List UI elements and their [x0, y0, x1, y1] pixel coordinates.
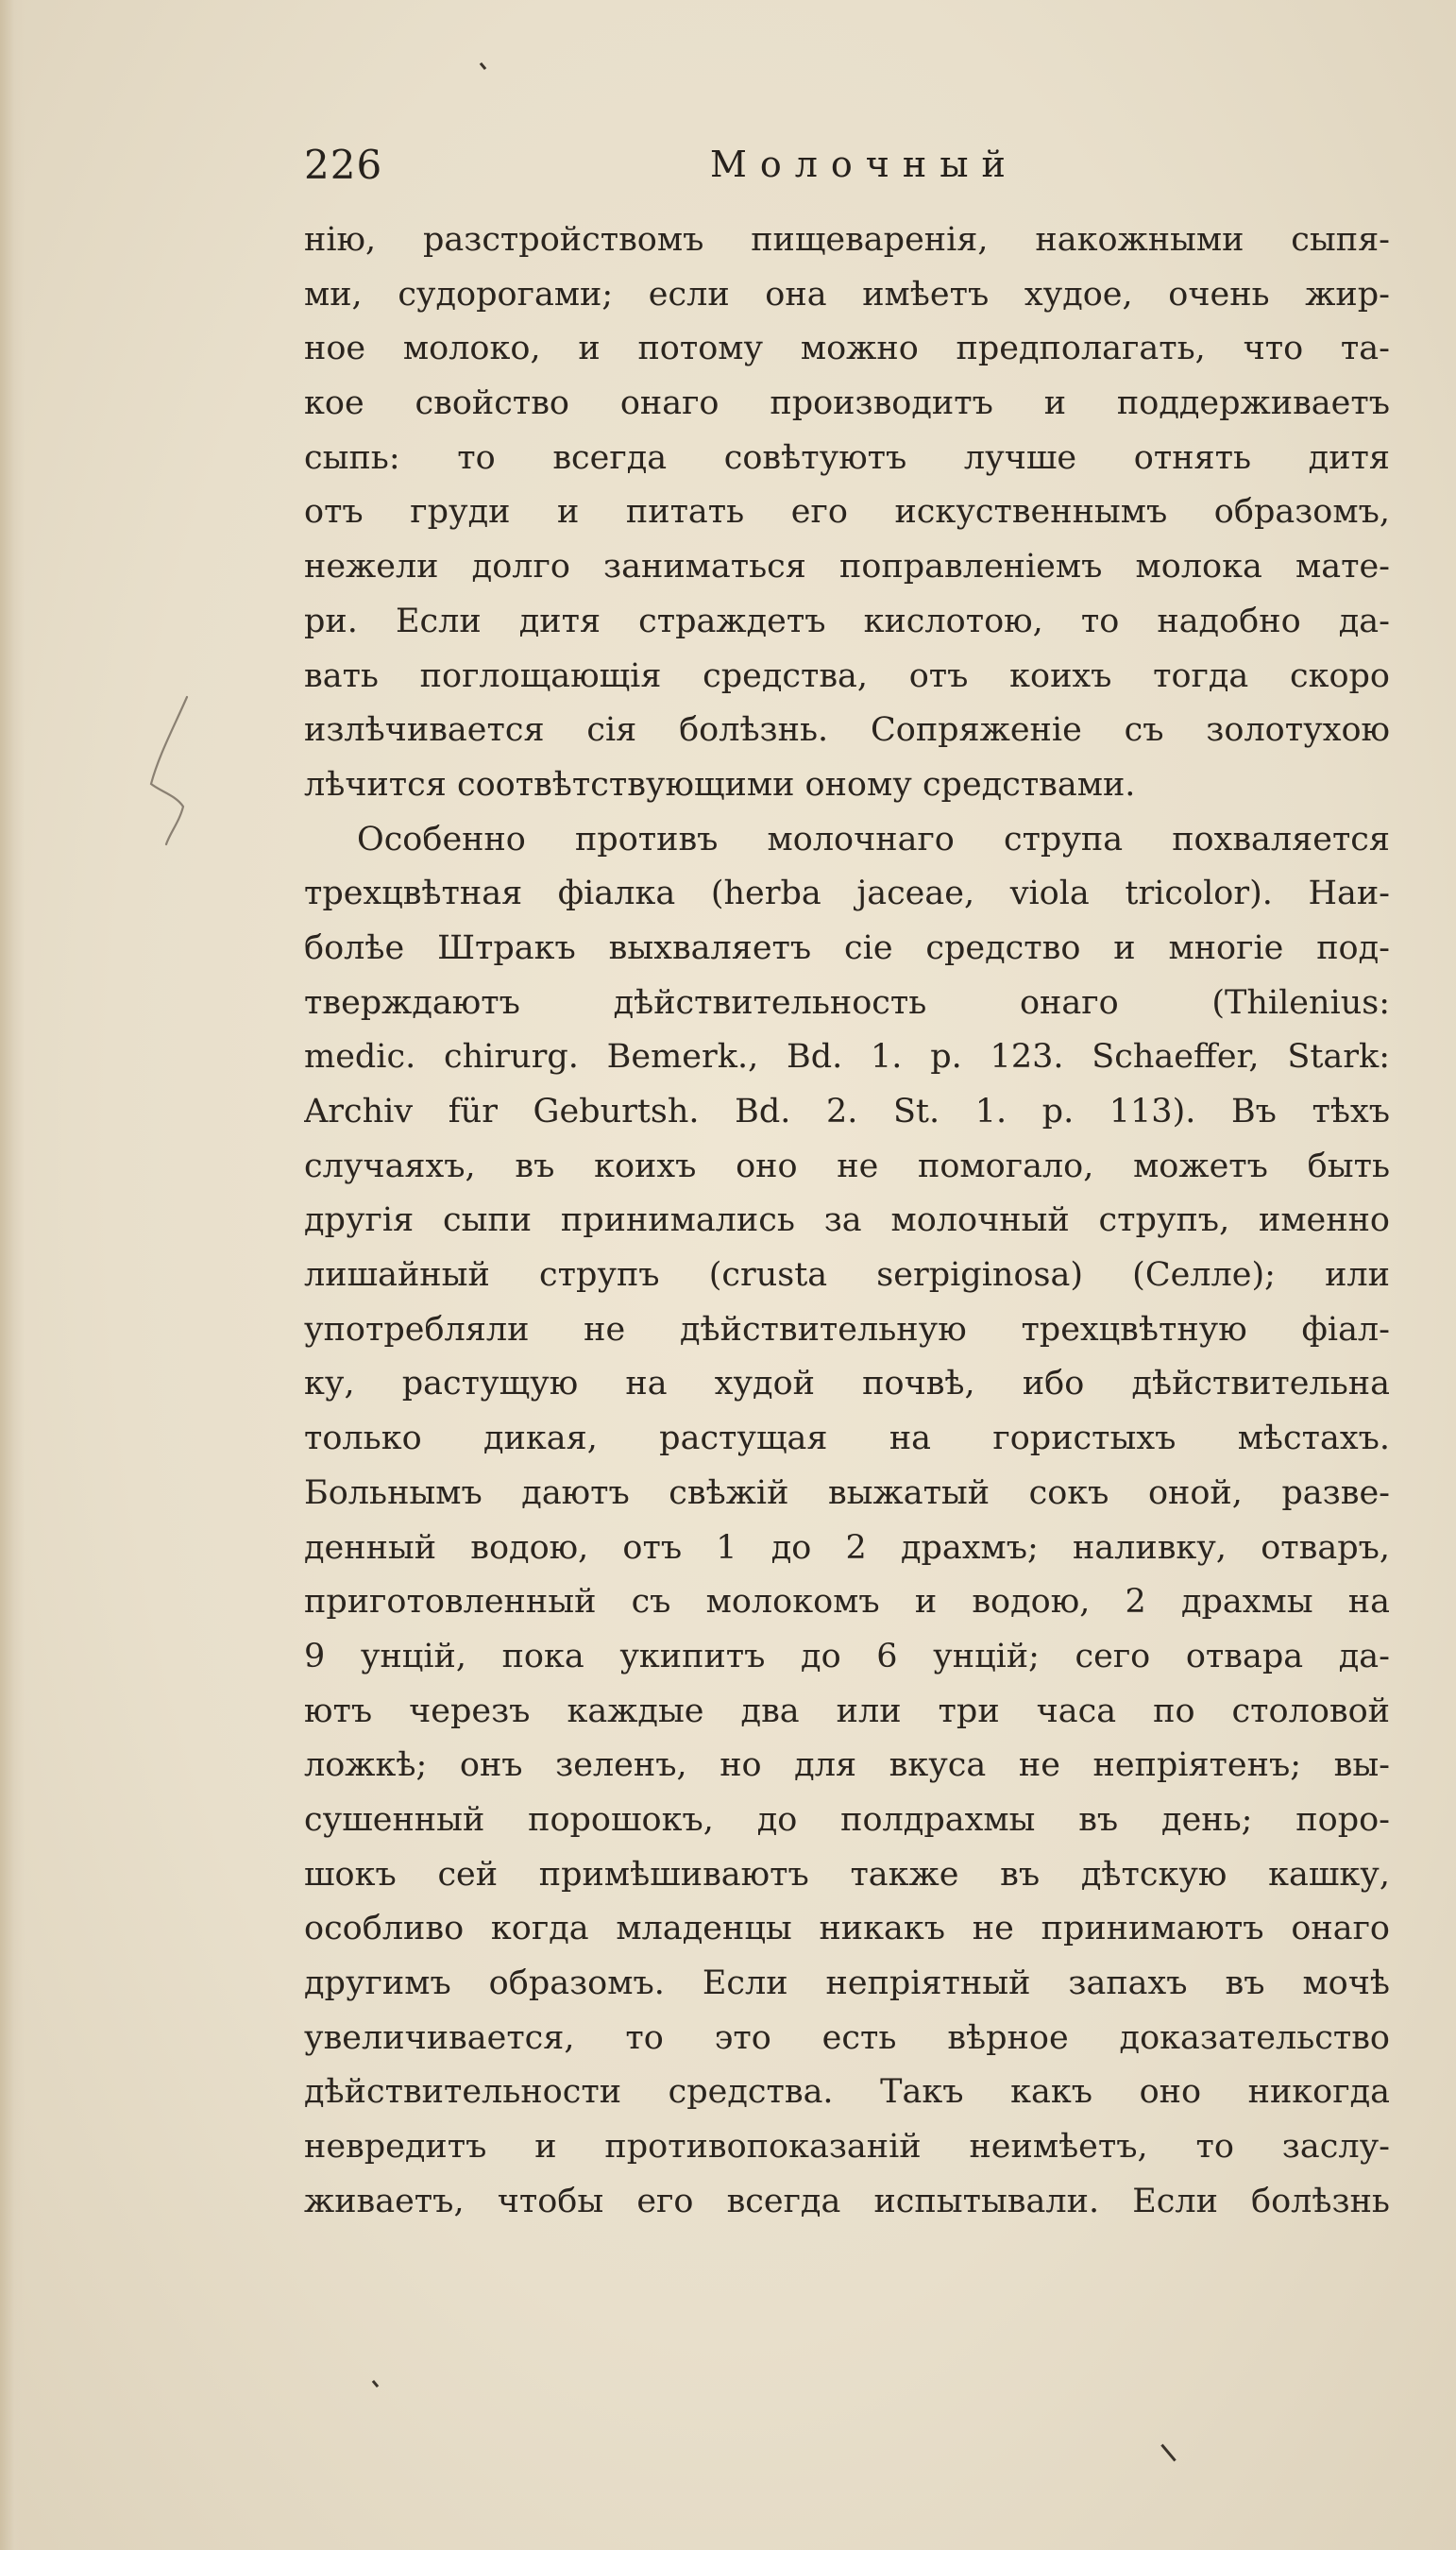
- text-line: дѣйствительности средства. Такъ какъ оно никогда: [304, 2073, 1390, 2112]
- paragraph-start-line: Особенно противъ молочнаго струпа похваляется: [357, 820, 1390, 858]
- text-line: другія сыпи принимались за молочный струпъ, именно: [304, 1201, 1390, 1240]
- text-line: употребляли не дѣйствительную трехцвѣтную фіал-: [304, 1310, 1390, 1349]
- text-line: ри. Если дитя страждетъ кислотою, то надобно да-: [304, 602, 1390, 640]
- text-line: ложкѣ; онъ зеленъ, но для вкуса не непріятенъ; вы-: [304, 1746, 1390, 1785]
- text-line: Больнымъ даютъ свѣжій выжатый сокъ оной, разве-: [304, 1473, 1390, 1512]
- text-line: живаетъ, чтобы его всегда испытывали. Если болѣзнь: [304, 2182, 1390, 2220]
- ink-speck: [1160, 2444, 1176, 2462]
- text-line: особливо когда младенцы никакъ не принимаютъ онаго: [304, 1910, 1390, 1948]
- text-line: случаяхъ, въ коихъ оно не помогало, можетъ быть: [304, 1147, 1390, 1185]
- text-line: сушенный порошокъ, до полдрахмы въ день; поро-: [304, 1800, 1390, 1839]
- page-gutter-shadow: [0, 0, 25, 2550]
- text-line: ку, растущую на худой почвѣ, ибо дѣйствительна: [304, 1365, 1390, 1403]
- text-line: другимъ образомъ. Если непріятный запахъ въ мочѣ: [304, 1964, 1390, 2002]
- text-line: невредитъ и противопоказаній неимѣетъ, то заслу-: [304, 2128, 1390, 2167]
- text-line: нежели долго заниматься поправленіемъ молока мате-: [304, 548, 1390, 586]
- text-line: трехцвѣтная фіалка (herba jaceae, viola tricolor). Наи-: [304, 875, 1390, 913]
- text-line: Archiv für Geburtsh. Bd. 2. St. 1. p. 113). Въ тѣхъ: [304, 1093, 1390, 1130]
- paragraph-end-line: лѣчится соотвѣтствующими оному средствами.: [304, 765, 1136, 804]
- text-line: ютъ черезъ каждые два или три часа по столовой: [304, 1692, 1390, 1730]
- text-line: шокъ сей примѣшиваютъ также въ дѣтскую кашку,: [304, 1855, 1390, 1894]
- ink-speck: [480, 62, 486, 70]
- text-line: вать поглощающія средства, отъ коихъ тогда скоро: [304, 656, 1390, 695]
- text-line: кое свойство онаго производитъ и поддерживаетъ: [304, 384, 1390, 423]
- text-line: отъ груди и питать его искуственнымъ образомъ,: [304, 493, 1390, 532]
- text-line: излѣчивается сія болѣзнь. Сопряженіе съ золотухою: [304, 711, 1390, 750]
- text-line: нію, разстройствомъ пищеваренія, накожными сыпя-: [304, 221, 1390, 259]
- text-line: только дикая, растущая на гористыхъ мѣстахъ.: [304, 1420, 1390, 1458]
- text-line: ное молоко, и потому можно предполагать, что та-: [304, 330, 1390, 368]
- body-text: [304, 213, 1390, 2229]
- running-head: [304, 142, 1041, 198]
- ink-speck: [372, 2380, 379, 2388]
- text-line: сыпь: то всегда совѣтуютъ лучше отнять дитя: [304, 438, 1390, 477]
- text-line: приготовленный съ молокомъ и водою, 2 драхмы на: [304, 1583, 1390, 1622]
- text-line: увеличивается, то это есть вѣрное доказательство: [304, 2018, 1390, 2057]
- text-line: 9 унцій, пока укипитъ до 6 унцій; сего отвара да-: [304, 1637, 1390, 1675]
- text-line: medic. chirurg. Bemerk., Bd. 1. p. 123. Schaeffer, Stark:: [304, 1038, 1390, 1077]
- text-line: ми, судорогами; если она имѣетъ худое, очень жир-: [304, 275, 1390, 314]
- pencil-margin-mark: [142, 689, 208, 850]
- text-line: денный водою, отъ 1 до 2 драхмъ; наливку, отваръ,: [304, 1528, 1390, 1567]
- text-line: болѣе Штракъ выхваляетъ сіе средство и многіе под-: [304, 928, 1390, 967]
- page-number: 226: [304, 142, 383, 188]
- running-title: Молочный: [710, 144, 1019, 185]
- text-line: тверждаютъ дѣйствительность онаго (Thilenius:: [304, 983, 1390, 1022]
- text-line: лишайный струпъ (crusta serpiginosa) (Селле); или: [304, 1256, 1390, 1295]
